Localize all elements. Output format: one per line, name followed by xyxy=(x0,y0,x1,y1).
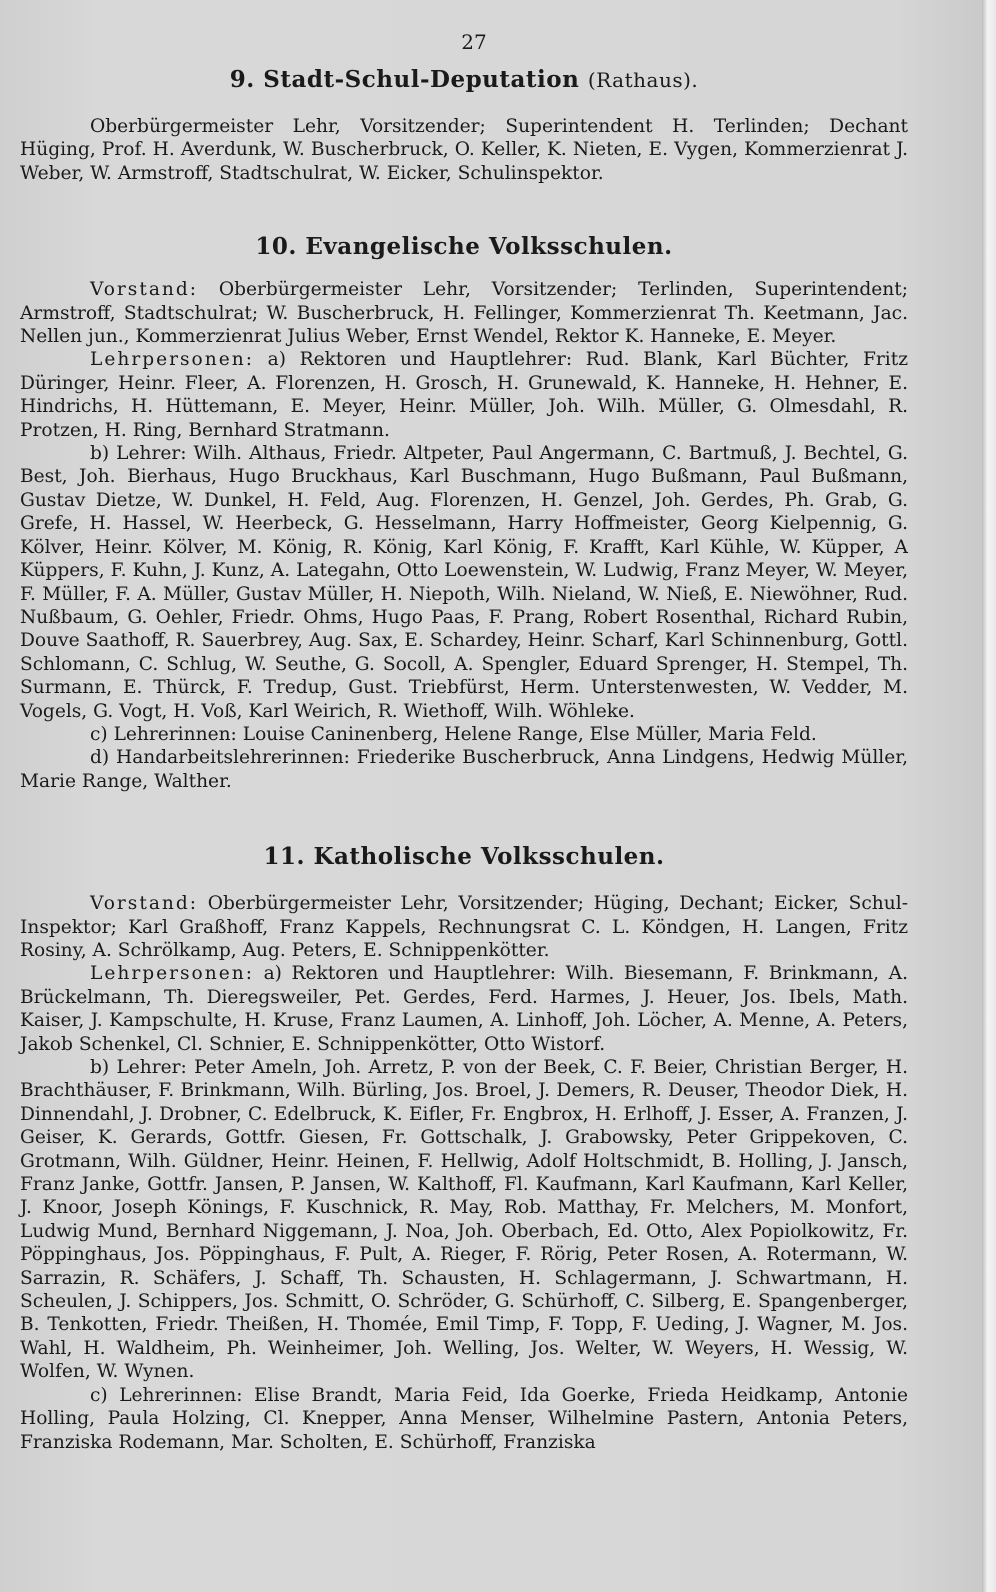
section-9-heading xyxy=(20,66,908,93)
section-11-lehrer: b) Lehrer: Peter Ameln, Joh. Arretz, P. von der Beek, C. F. Beier, Christian Berger, H. Brachthäuser, F. Brinkmann, Wilh. Bürling, Jos. Broel, J. Demers, R. Deuser, Theodor Diek, H. Dinnendahl, J. Drobner, C. Edelbruck, K. Eifler, Fr. Engbrox, H. Erlhoff, J. Esser, A. Franzen, J. Geiser, K. Gerards, Gottfr. Giesen, Fr. Gottschalk, J. Grabowsky, Peter Grippekoven, C. Grotmann, Wilh. Güldner, Heinr. Heinen, F. Hellwig, Adolf Holtschmidt, B. Holling, J. Jansch, Franz Janke, Gottfr. Jansen, P. Jansen, W. Kalthoff, Fl. Kaufmann, Karl Kaufmann, Karl Keller, J. Knoor, Joseph Könings, F. Kuschnick, R. May, Rob. Matthay, Fr. Melchers, M. Monfort, Ludwig Mund, Bernhard Niggemann, J. Noa, Joh. Oberbach, Ed. Otto, Alex Popiolkowitz, Fr. Pöppinghaus, Jos. Pöppinghaus, F. Pult, A. Rieger, F. Rörig, Peter Rosen, A. Rotermann, W. Sarrazin, R. Schäfers, J. Schaff, Th. Schausten, H. Schlagermann, J. Schwartmann, H. Scheulen, J. Schippers, Jos. Schmitt, O. Schröder, G. Schürhoff, C. Silberg, E. Spangenberger, B. Tenkotten, Friedr. Theißen, H. Thomée, Emil Timp, F. Topp, F. Ueding, J. Wagner, M. Jos. Wahl, H. Waldheim, Ph. Weinheimer, Joh. Welling, Jos. Welter, W. Weyers, H. Wessig, W. Wolfen, W. Wynen. xyxy=(20,1057,908,1383)
page-edge xyxy=(982,0,996,1592)
lehrpersonen-label: Lehrpersonen: xyxy=(90,963,254,985)
section-10-lehrpersonen xyxy=(20,348,908,442)
page-content xyxy=(20,30,908,1454)
section-10-lehrer: b) Lehrer: Wilh. Althaus, Friedr. Altpeter, Paul Angermann, C. Bartmuß, J. Bechtel, G. Best, Joh. Bierhaus, Hugo Bruckhaus, Karl Buschmann, Hugo Bußmann, Paul Bußmann, Gustav Dietze, W. Dunkel, H. Feld, Aug. Florenzen, H. Genzel, Joh. Gerdes, Ph. Grab, G. Grefe, H. Hassel, W. Heerbeck, G. Hesselmann, Harry Hoffmeister, Georg Kielpennig, G. Kölver, Heinr. Kölver, M. König, R. König, Karl König, F. Krafft, Karl Kühle, W. Küpper, A Küppers, F. Kuhn, J. Kunz, A. Lategahn, Otto Loewenstein, W. Ludwig, Franz Meyer, W. Meyer, F. Müller, F. A. Müller, Gustav Müller, H. Niepoth, Wilh. Nieland, W. Nieß, E. Niewöhner, Rud. Nußbaum, G. Oehler, Friedr. Ohms, Hugo Paas, F. Prang, Robert Rosenthal, Richard Rubin, Douve Saathoff, R. Sauerbrey, Aug. Sax, E. Schardey, Heinr. Scharf, Karl Schinnenburg, Gottl. Schlomann, C. Schlug, W. Seuthe, G. Socoll, A. Spengler, Eduard Sprenger, H. Stempel, Th. Surmann, E. Thürck, F. Tredup, Gust. Triebfürst, Herm. Unterstenwesten, W. Vedder, M. Vogels, G. Vogt, H. Voß, Karl Weirich, R. Wiethoff, Wilh. Wöhleke. xyxy=(20,443,908,722)
section-10-heading: 10. Evangelische Volksschulen. xyxy=(255,233,673,261)
section-11-lehrerinnen: c) Lehrerinnen: Elise Brandt, Maria Feid, Ida Goerke, Frieda Heidkamp, Antonie Holling, Paula Holzing, Cl. Knepper, Anna Menser, Wilhelmine Pastern, Antonia Peters, Franziska Rodemann, Mar. Scholten, E. Schürhoff, Franziska xyxy=(20,1384,908,1453)
section-9-note: (Rathaus). xyxy=(587,68,699,92)
section-9-title: 9. Stadt-Schul-Deputation xyxy=(229,66,580,93)
section-11-lehrpersonen xyxy=(20,962,908,1056)
section-11-heading: 11. Katholische Volksschulen. xyxy=(263,843,665,871)
page-number: 27 xyxy=(461,30,487,54)
vorstand-text: Oberbürgermeister Lehr, Vorsitzender; Hüging, Dechant; Eicker, Schul-Inspektor; Karl Graßhoff, Franz Kappels, Rechnungsrat C. L. Köndgen, H. Langen, Fritz Rosiny, A. Schrölkamp, Aug. Peters, E. Schnippenkötter. xyxy=(20,893,908,961)
section-10-handarbeit: d) Handarbeitslehrerinnen: Friederike Buscherbruck, Anna Lindgens, Hedwig Müller, Marie Range, Walther. xyxy=(20,747,908,792)
lehrpersonen-label: Lehrpersonen: xyxy=(90,349,254,371)
section-11-vorstand xyxy=(20,892,908,962)
vorstand-text: Oberbürgermeister Lehr, Vorsitzender; Terlinden, Superintendent; Armstroff, Stadtschulrat; W. Buscherbruck, H. Fellinger, Kommerzienrat Th. Keetmann, Jac. Nellen jun., Kommerzienrat Julius Weber, Ernst Wendel, Rektor K. Hanneke, E. Meyer. xyxy=(20,279,908,348)
vorstand-label: Vorstand: xyxy=(90,279,199,301)
section-9-text: Oberbürgermeister Lehr, Vorsitzender; Superintendent H. Terlinden; Dechant Hüging, Prof. H. Averdunk, W. Buscherbruck, O. Keller, K. Nieten, E. Vygen, Kommerzienrat J. Weber, W. Armstroff, Stadtschulrat, W. Eicker, Schulinspektor. xyxy=(20,116,908,184)
hauptlehrer-text: a) Rektoren und Hauptlehrer: Wilh. Biesemann, F. Brinkmann, A. Brückelmann, Th. Dieregsweiler, Pet. Gerdes, Ferd. Harmes, J. Heuer, Jos. Ibels, Math. Kaiser, J. Kampschulte, H. Kruse, Franz Laumen, A. Linhoff, Joh. Löcher, A. Menne, A. Peters, Jakob Schenkel, Cl. Schnier, E. Schnippenkötter, Otto Wistorf. xyxy=(20,963,908,1055)
vorstand-label: Vorstand: xyxy=(90,893,199,915)
section-10-lehrerinnen: c) Lehrerinnen: Louise Caninenberg, Helene Range, Else Müller, Maria Feld. xyxy=(90,723,817,745)
hauptlehrer-text: a) Rektoren und Hauptlehrer: Rud. Blank, Karl Büchter, Fritz Düringer, Heinr. Fleer, A. Florenzen, H. Grosch, H. Grunewald, K. Hanneke, H. Hehner, E. Hindrichs, H. Hüttemann, E. Meyer, Heinr. Müller, Joh. Wilh. Müller, G. Olmesdahl, R. Protzen, H. Ring, Bernhard Stratmann. xyxy=(20,349,908,441)
section-10-vorstand xyxy=(20,278,908,348)
